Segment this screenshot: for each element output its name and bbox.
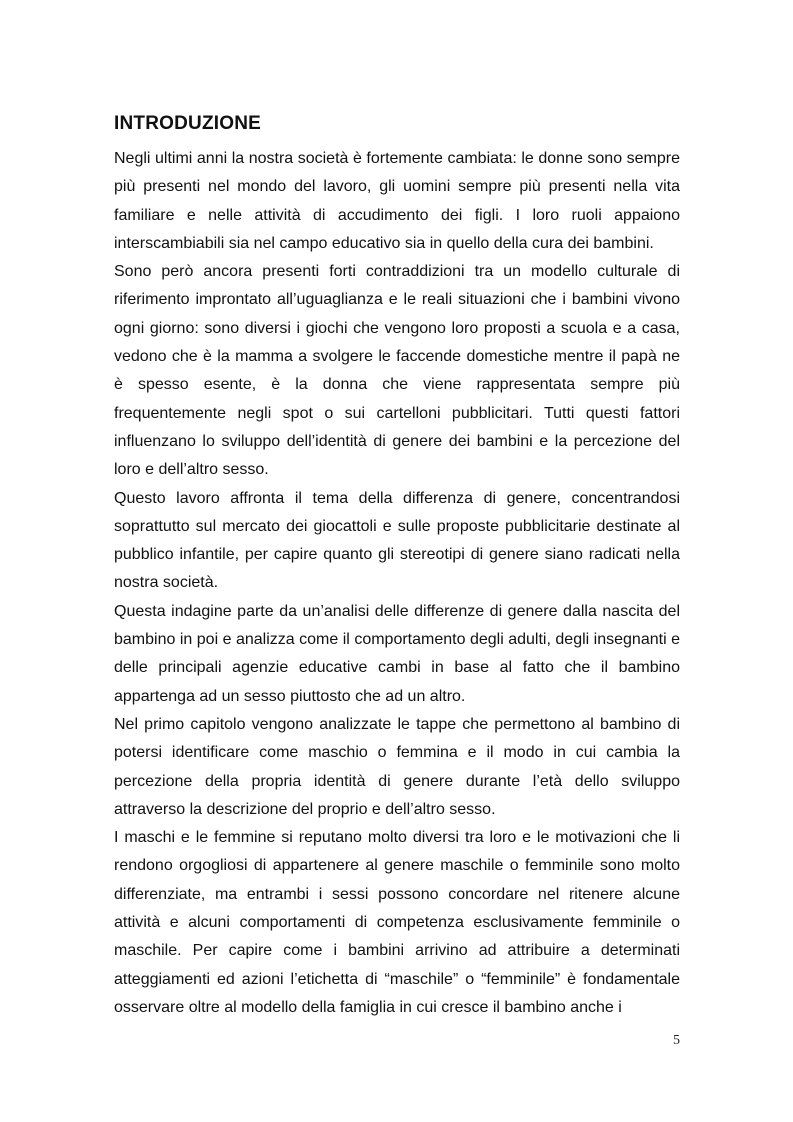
paragraph-6: I maschi e le femmine si reputano molto diversi tra loro e le motivazioni che li rendono orgogliosi di appartenere al genere maschile o femminile sono molto differenziate, ma entrambi i sessi possono concordare nel ritenere alcune attività e alcuni comportamenti di competenza esclusivamente femminile o maschile. Per capire come i bambini arrivino ad attribuire a determinati atteggiamenti ed azioni l’etichetta di “maschile” o “femminile” è fondamentale osservare oltre al modello della famiglia in cui cresce il bambino anche i <box>114 829 680 1016</box>
page-number: 5 <box>673 1033 680 1048</box>
paragraph-2: Sono però ancora presenti forti contraddizioni tra un modello culturale di riferimento improntato all’uguaglianza e le reali situazioni che i bambini vivono ogni giorno: sono diversi i giochi che vengono loro proposti a scuola e a casa, vedono che è la mamma a svolgere le faccende domestiche mentre il papà ne è spesso esente, è la donna che viene rappresentata sempre più frequentemente negli spot o sui cartelloni pubblicitari. Tutti questi fattori influenzano lo sviluppo dell’identità di genere dei bambini e la percezione del loro e dell’altro sesso. <box>114 263 680 479</box>
paragraph-5: Nel primo capitolo vengono analizzate le tappe che permettono al bambino di potersi identificare come maschio o femmina e il modo in cui cambia la percezione della propria identità di genere durante l’età dello sviluppo attraverso la descrizione del proprio e dell’altro sesso. <box>114 715 680 818</box>
section-heading: INTRODUZIONE <box>114 113 262 134</box>
paragraph-4: Questa indagine parte da un’analisi delle differenze di genere dalla nascita del bambino in poi e analizza come il comportamento degli adulti, degli insegnanti e delle principali agenzie educative cambi in base al fatto che il bambino appartenga ad un sesso piuttosto che ad un altro. <box>114 602 680 705</box>
body-text <box>114 145 680 1022</box>
paragraph-3: Questo lavoro affronta il tema della differenza di genere, concentrandosi soprattutto sul mercato dei giocattoli e sulle proposte pubblicitarie destinate al pubblico infantile, per capire quanto gli stereotipi di genere siano radicati nella nostra società. <box>114 489 680 592</box>
paragraph-1: Negli ultimi anni la nostra società è fortemente cambiata: le donne sono sempre più presenti nel mondo del lavoro, gli uomini sempre più presenti nella vita familiare e nelle attività di accudimento dei figli. I loro ruoli appaiono interscambiabili sia nel campo educativo sia in quello della cura dei bambini. <box>114 150 680 252</box>
